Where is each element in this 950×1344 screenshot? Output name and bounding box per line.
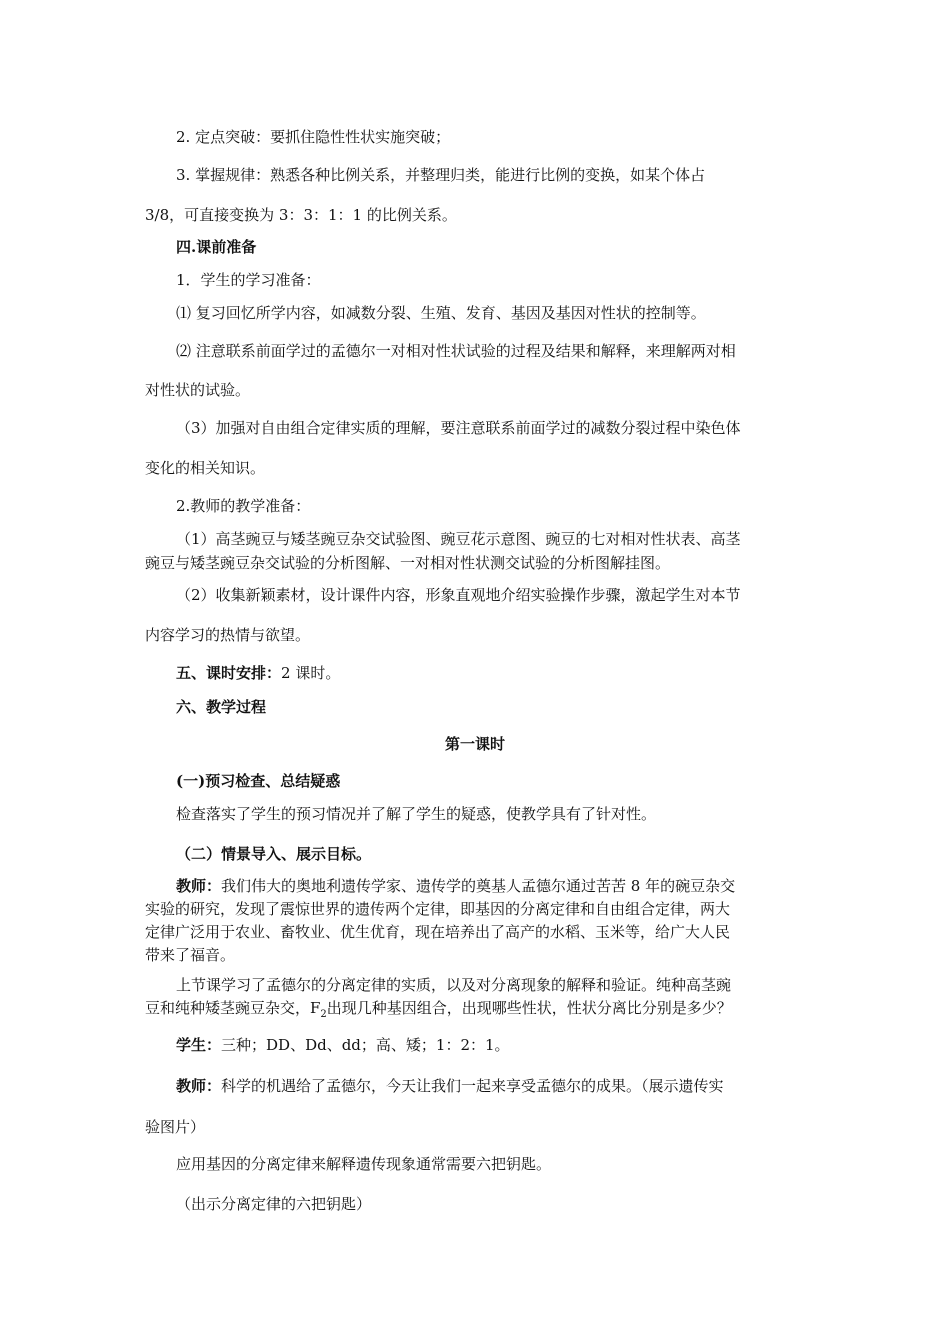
section-heading: 四.课前准备 [176,238,257,256]
subsection-heading: (一)预习检查、总结疑惑 [176,772,341,790]
paragraph-line: （出示分离定律的六把钥匙） [176,1195,372,1213]
text-run: 出现几种基因组合，出现哪些性状，性状分离比分别是多少？ [326,999,732,1017]
paragraph-line: （2）收集新颖素材，设计课件内容，形象直观地介绍实验操作步骤，激起学生对本节 [176,586,741,604]
paragraph-line: 对性状的试验。 [145,381,251,399]
subscript: 2 [320,1009,327,1020]
paragraph-line: 1．学生的学习准备： [176,271,321,289]
paragraph-line: 2. 定点突破：要抓住隐性性状实施突破； [176,128,451,146]
lesson-title: 第一课时 [444,735,505,753]
paragraph-line: （1）高茎豌豆与矮茎豌豆杂交试验图、豌豆花示意图、豌豆的七对相对性状表、高茎 [176,530,741,548]
paragraph-line [145,998,732,1025]
paragraph-line: （3）加强对自由组合定律实质的理解，要注意联系前面学过的减数分裂过程中染色体 [176,419,741,437]
paragraph-line: ⑵ 注意联系前面学过的孟德尔一对相对性状试验的过程及结果和解释，来理解两对相 [176,342,736,360]
schedule-line [176,663,340,683]
dialogue-line [176,876,735,896]
paragraph-line: 检查落实了学生的预习情况并了解了学生的疑惑，使教学具有了针对性。 [176,805,657,823]
speaker-label: 教师： [176,1077,222,1095]
paragraph-line: 验图片） [145,1118,206,1136]
dialogue-line [176,1076,724,1096]
paragraph-line: 3/8，可直接变换为 3：3：1：1 的比例关系。 [145,206,457,224]
paragraph-line: 实验的研究，发现了震惊世界的遗传两个定律，即基因的分离定律和自由组合定律，两大 [145,900,731,918]
paragraph-line: 变化的相关知识。 [145,459,266,477]
paragraph-line: 2.教师的教学准备： [176,497,311,515]
paragraph-line: 应用基因的分离定律来解释遗传现象通常需要六把钥匙。 [176,1155,552,1173]
paragraph-line: 3. 掌握规律：熟悉各种比例关系，并整理归类，能进行比例的变换，如某个体占 [176,166,706,184]
paragraph-line: 豌豆与矮茎豌豆杂交试验的分析图解、一对相对性状测交试验的分析图解挂图。 [145,554,671,572]
paragraph-line: 上节课学习了孟德尔的分离定律的实质，以及对分离现象的解释和验证。纯种高茎豌 [176,976,732,994]
section-heading: 五、课时安排： [176,664,282,682]
schedule-value: 2 课时。 [281,664,341,682]
dialogue-text: 三种；DD、Dd、dd；高、矮；1：2：1。 [221,1036,510,1054]
text-run: 豆和纯种矮茎豌豆杂交，F [145,999,321,1017]
subsection-heading: （二）情景导入、展示目标。 [176,845,372,863]
paragraph-line: 内容学习的热情与欲望。 [145,626,311,644]
paragraph-line: ⑴ 复习回忆所学内容，如减数分裂、生殖、发育、基因及基因对性状的控制等。 [176,304,706,322]
dialogue-text: 我们伟大的奥地利遗传学家、遗传学的奠基人孟德尔通过苦苦 8 年的碗豆杂交 [221,877,736,895]
section-heading: 六、教学过程 [176,698,267,716]
speaker-label: 学生： [176,1036,222,1054]
speaker-label: 教师： [176,877,222,895]
dialogue-text: 科学的机遇给了孟德尔，今天让我们一起来享受孟德尔的成果。（展示遗传实 [221,1077,724,1095]
paragraph-line: 定律广泛用于农业、畜牧业、优生优育，现在培养出了高产的水稻、玉米等，给广大人民 [145,923,731,941]
dialogue-line [176,1035,510,1055]
paragraph-line: 带来了福音。 [145,946,236,964]
